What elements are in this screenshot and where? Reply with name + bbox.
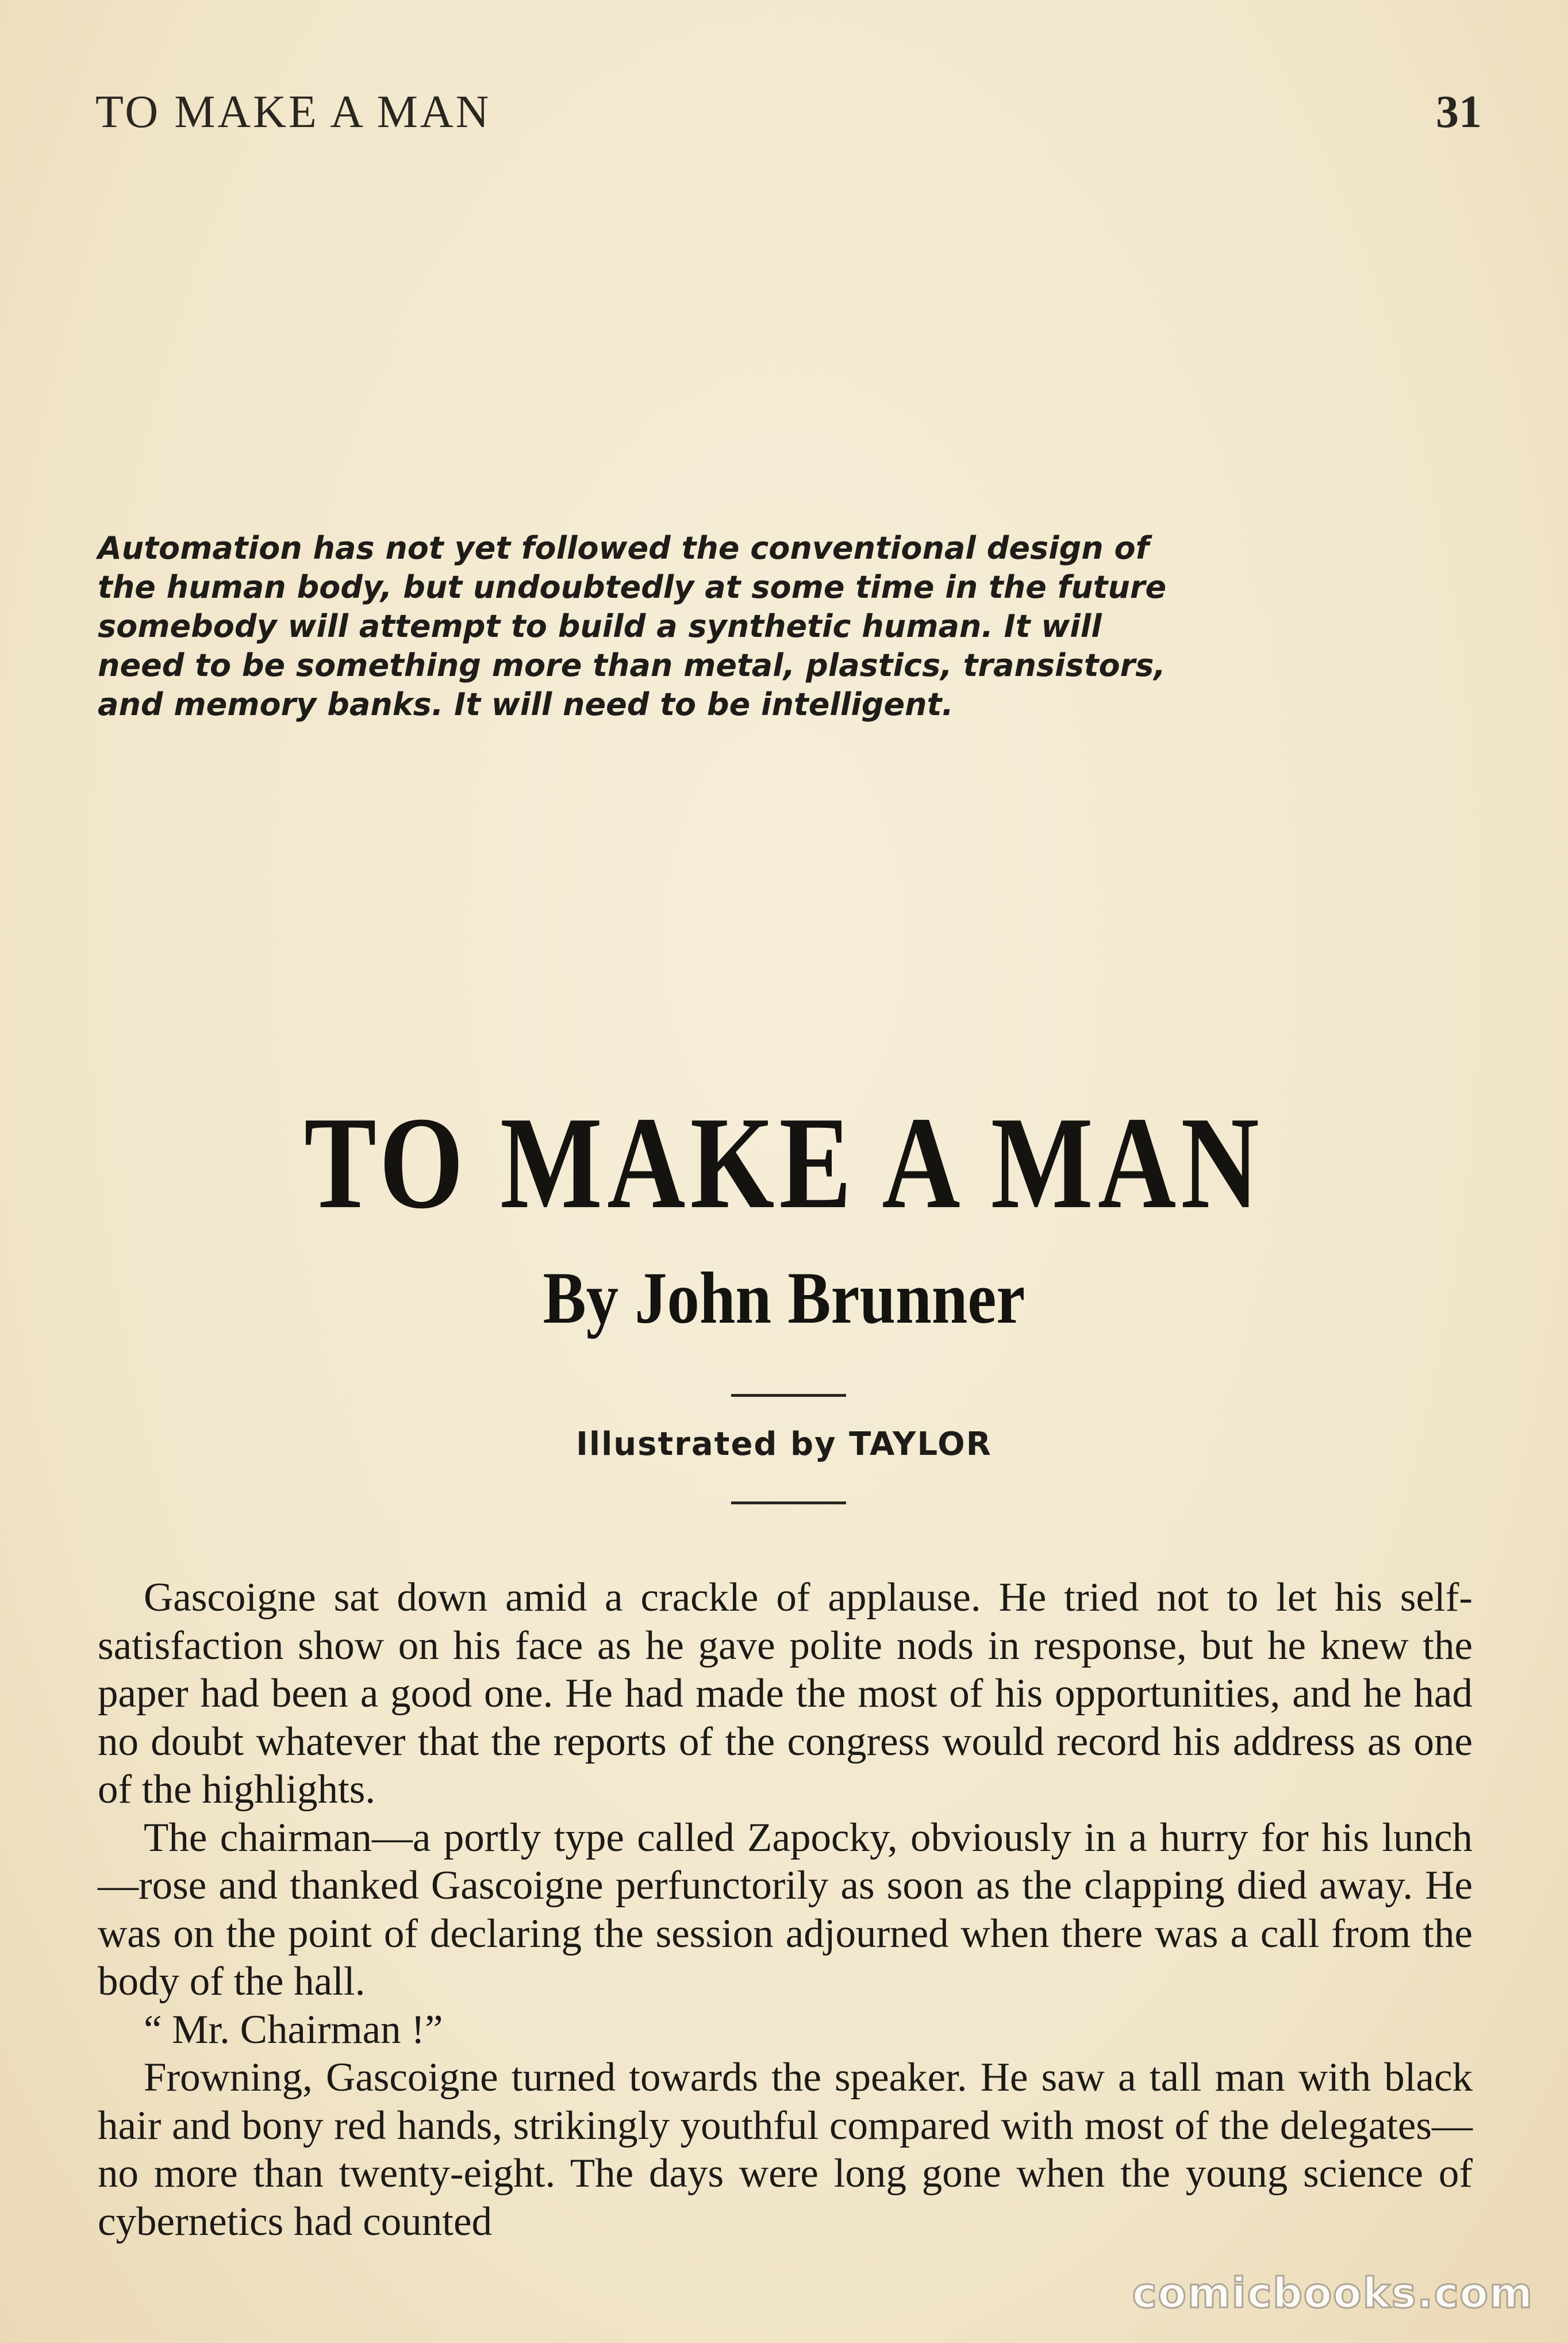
story-title: TO MAKE A MAN bbox=[304, 1089, 1264, 1236]
story-body bbox=[98, 1574, 1473, 2246]
site-watermark: comicbooks.com bbox=[1132, 2269, 1534, 2317]
running-head-title: TO MAKE A MAN bbox=[95, 87, 491, 137]
divider-rule-top bbox=[731, 1394, 846, 1397]
body-paragraph: The chairman—a portly type called Zapocky, obviously in a hurry for his lunch—rose and thanked Gascoigne perfunctorily as soon as the clapping died away. He was on the point of declaring the session adjourned when there was a call from the body of the hall. bbox=[98, 1815, 1473, 2004]
divider-rule-bottom bbox=[731, 1501, 846, 1504]
intro-blurb: Automation has not yet followed the conventional design of the human body, but undoubtedly at some time in the future somebody will attempt to build a synthetic human. It will need to be something more than metal, plastics, transistors, and memory banks. It will need to be intelligent. bbox=[98, 530, 1167, 723]
body-paragraph: Gascoigne sat down amid a crackle of applause. He tried not to let his self-satisfaction show on his face as he gave polite nods in response, but he knew the paper had been a good one. He had made the most of his opportunities, and he had no doubt whatever that the reports of the congress would record his address as one of the highlights. bbox=[98, 1575, 1473, 1812]
illustrator-credit: Illustrated by TAYLOR bbox=[576, 1426, 992, 1463]
body-paragraph: Frowning, Gascoigne turned towards the speaker. He saw a tall man with black hair and bony red hands, strikingly youthful compared with most of the delegates—no more than twenty-eight. The days were long gone when the young science of cybernetics had counted bbox=[98, 2055, 1473, 2244]
story-byline: By John Brunner bbox=[543, 1257, 1025, 1339]
page-number: 31 bbox=[1436, 87, 1482, 137]
body-paragraph: “ Mr. Chairman !” bbox=[144, 2007, 443, 2052]
